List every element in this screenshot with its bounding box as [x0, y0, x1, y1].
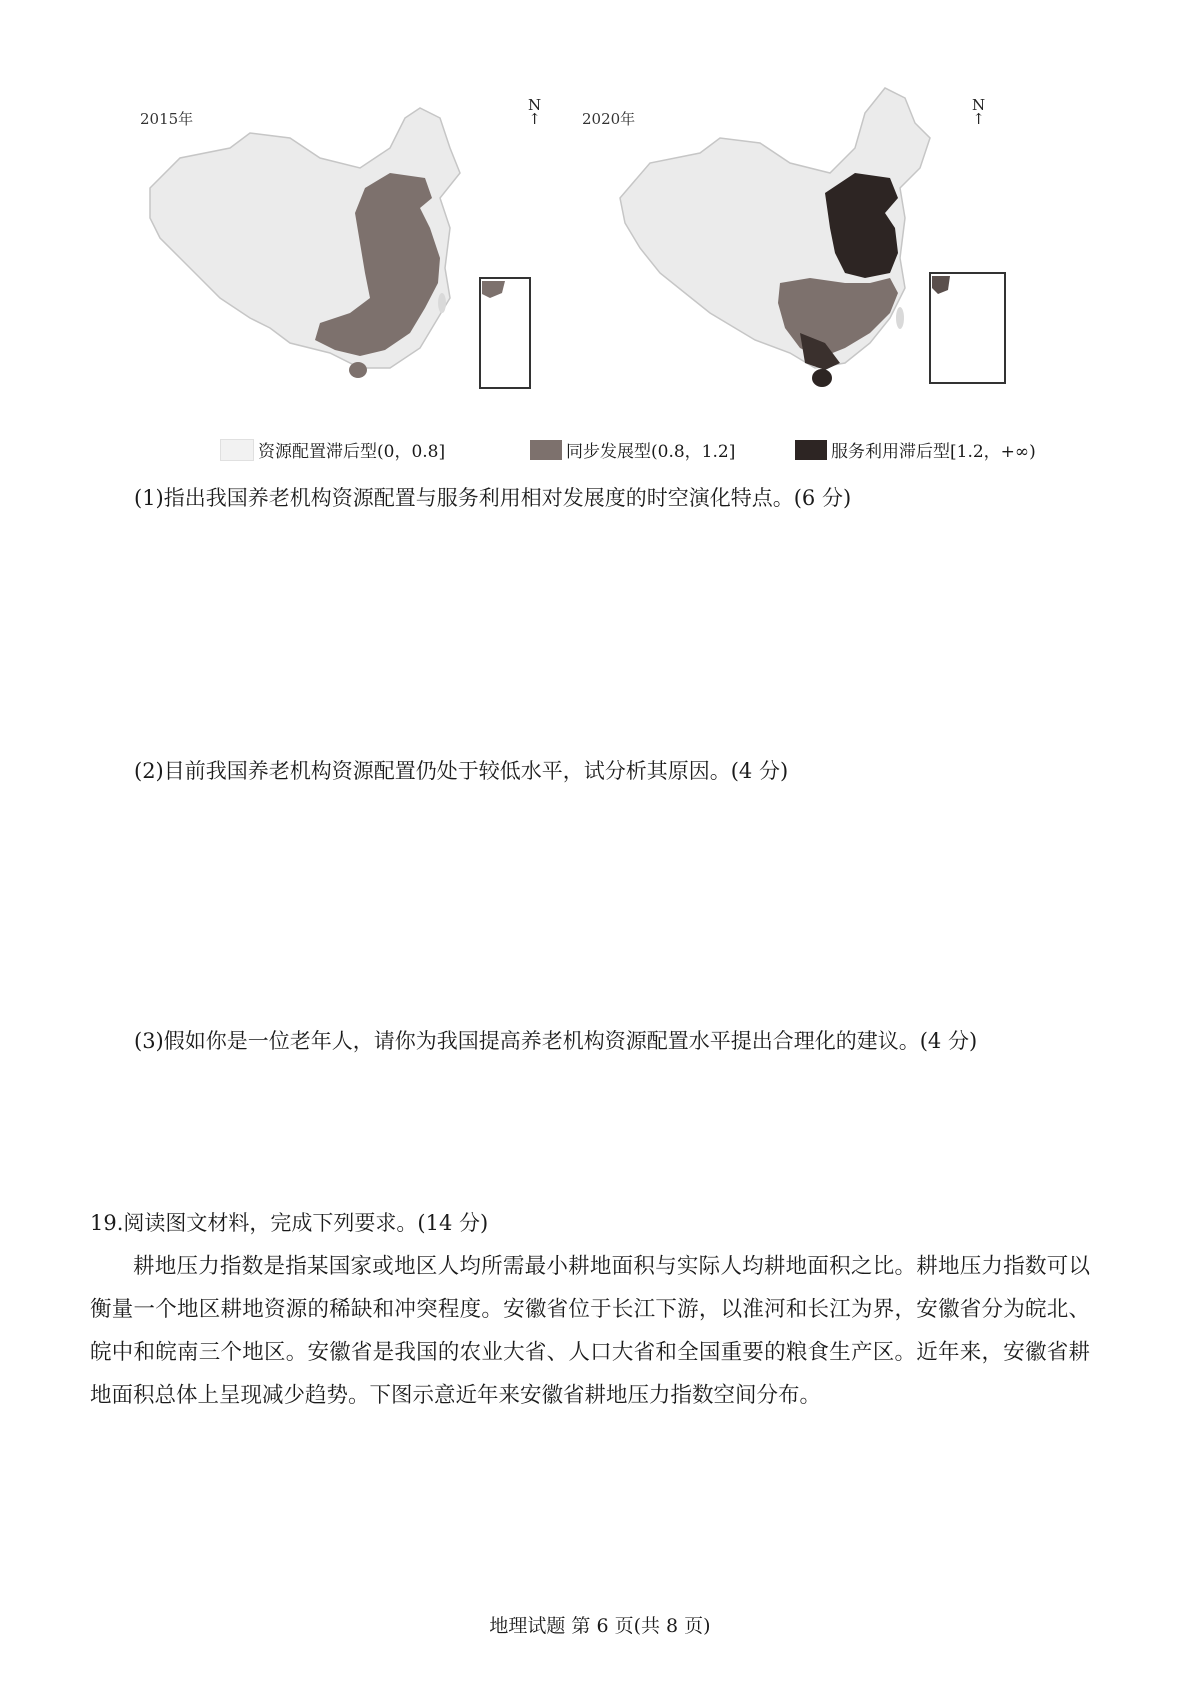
question-3: (3)假如你是一位老年人，请你为我国提高养老机构资源配置水平提出合理化的建议。(4 分)	[134, 1029, 978, 1053]
legend-item-resource-lagging	[220, 437, 445, 462]
map-year-label: 2020年	[582, 110, 636, 128]
hainan-island	[349, 362, 367, 378]
question-19-material: 耕地压力指数是指某国家或地区人均所需最小耕地面积与实际人均耕地面积之比。耕地压力指数可以衡量一个地区耕地资源的稀缺和冲突程度。安徽省位于长江下游，以淮河和长江为界，安徽省分为皖北、皖中和皖南三个地区。安徽省是我国的农业大省、人口大省和全国重要的粮食生产区。近年来，安徽省耕地面积总体上呈现减少趋势。下图示意近年来安徽省耕地压力指数空间分布。	[90, 1254, 1090, 1408]
page-footer: 地理试题 第 6 页(共 8 页)	[489, 1615, 711, 1637]
question-2: (2)目前我国养老机构资源配置仍处于较低水平，试分析其原因。(4 分)	[134, 759, 789, 783]
legend-swatch	[220, 439, 254, 461]
north-arrow: N ↑	[972, 96, 986, 128]
legend-label: 服务利用滞后型[1.2，+∞)	[831, 442, 1036, 462]
map-year-label: 2015年	[140, 110, 194, 128]
legend-swatch	[795, 440, 827, 460]
legend-item-synchronous	[530, 437, 735, 462]
question-1: (1)指出我国养老机构资源配置与服务利用相对发展度的时空演化特点。(6 分)	[134, 486, 852, 510]
legend-label: 同步发展型(0.8，1.2]	[566, 442, 736, 462]
map-2020	[582, 78, 1070, 438]
taiwan-island	[896, 307, 904, 329]
map-2015	[120, 78, 560, 438]
north-arrow: N ↑	[528, 96, 542, 128]
map-legend	[220, 437, 1080, 467]
question-19-title: 19.阅读图文材料，完成下列要求。(14 分)	[90, 1211, 489, 1235]
legend-label: 资源配置滞后型(0，0.8]	[258, 442, 446, 462]
legend-item-service-lagging	[795, 437, 1036, 462]
legend-swatch	[530, 440, 562, 460]
taiwan-island	[438, 293, 446, 313]
north-label: N	[528, 96, 542, 114]
china-map-2015	[120, 78, 560, 438]
north-label: N	[972, 96, 986, 114]
china-map-2020	[600, 78, 1070, 438]
hainan-island	[812, 369, 832, 387]
